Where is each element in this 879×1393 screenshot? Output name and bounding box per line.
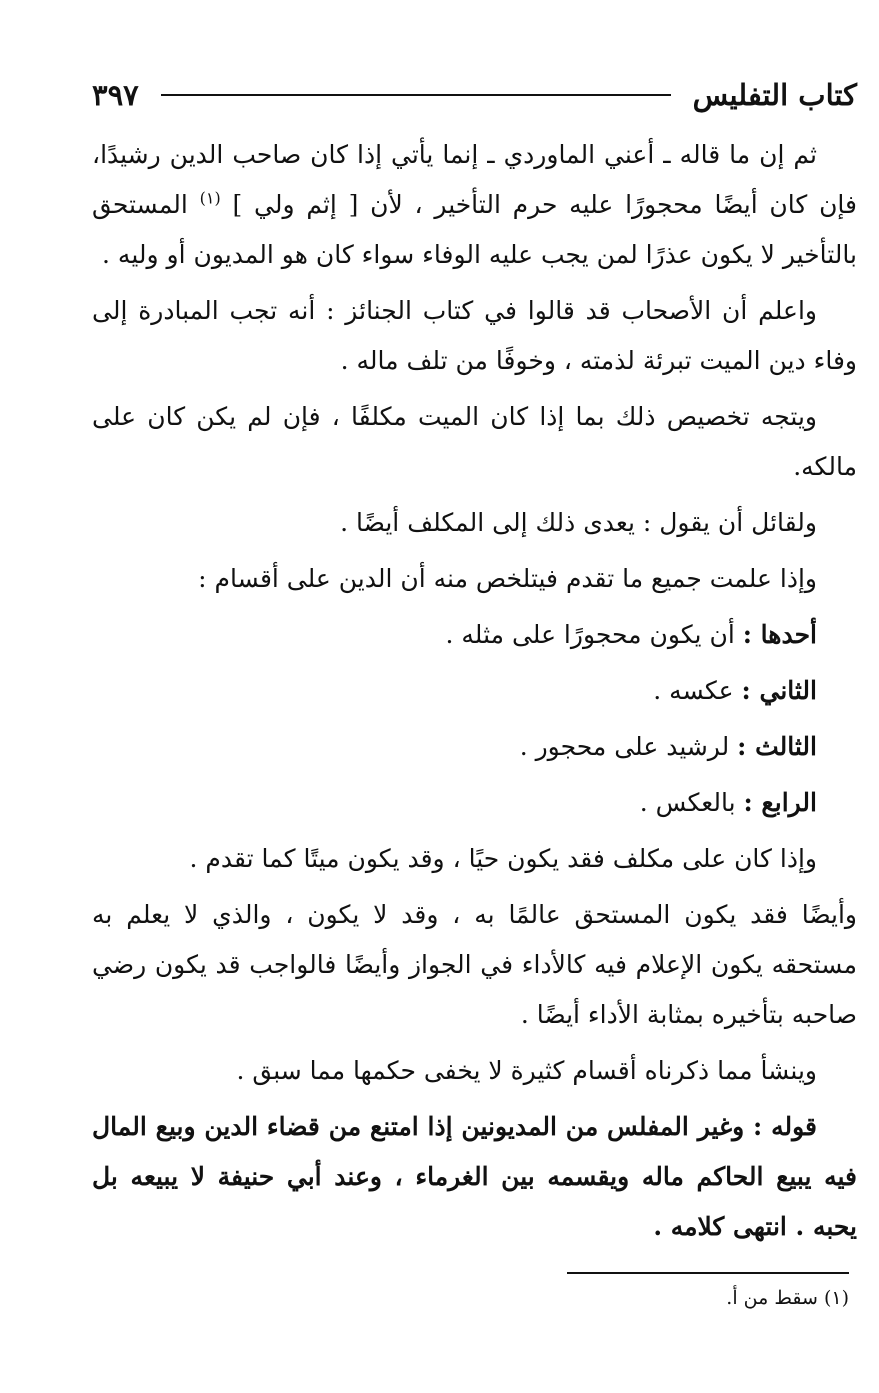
header-rule xyxy=(161,94,671,96)
main-text xyxy=(92,130,857,1258)
paragraph-4: ولقائل أن يقول : يعدى ذلك إلى المكلف أيضًا . xyxy=(340,508,817,537)
footnote-reference: (١) xyxy=(199,188,221,208)
list-item-label: الثالث : xyxy=(737,732,817,761)
list-item-text: لرشيد على محجور . xyxy=(519,732,730,761)
paragraph-2: واعلم أن الأصحاب قد قالوا في كتاب الجنائز : أنه تجب المبادرة إلى وفاء دين الميت تبرئة لذمته ، وخوفًا من تلف ماله . xyxy=(92,296,857,375)
paragraph-1 xyxy=(92,130,857,280)
paragraph-7: وأيضًا فقد يكون المستحق عالمًا به ، وقد لا يكون ، والذي لا يعلم به مستحقه يكون الإعلام فيه كالأداء في الجواز وأيضًا فالواجب قد يكون رضي صاحبه بتأخيره بمثابة الأداء أيضًا . xyxy=(92,900,857,1029)
list-item-label: الثاني : xyxy=(741,676,817,705)
list-item-label: الرابع : xyxy=(743,788,817,817)
paragraph-1-text-b: المستحق بالتأخير لا يكون عذرًا لمن يجب عليه الوفاء سواء كان هو المديون أو وليه . xyxy=(92,190,857,269)
page-number: ٣٩٧ xyxy=(92,78,139,112)
list-item xyxy=(92,722,857,772)
paragraph-8: وينشأ مما ذكرناه أقسام كثيرة لا يخفى حكمها مما سبق . xyxy=(236,1056,817,1085)
quoted-statement: قوله : وغير المفلس من المديونين إذا امتنع من قضاء الدين وبيع المال فيه يبيع الحاكم ماله ويقسمه بين الغرماء ، وعند أبي حنيفة لا يبيعه بل يحبه . انتهى كلامه . xyxy=(92,1112,857,1241)
list-item-text: أن يكون محجورًا على مثله . xyxy=(445,620,735,649)
paragraph-6: وإذا كان على مكلف فقد يكون حيًا ، وقد يكون ميتًا كما تقدم . xyxy=(189,844,817,873)
list-item-text: بالعكس . xyxy=(639,788,736,817)
footnote-rule xyxy=(567,1272,849,1274)
paragraph-3: ويتجه تخصيص ذلك بما إذا كان الميت مكلفًا ، فإن لم يكن كان على مالكه. xyxy=(92,402,857,481)
page-header xyxy=(92,70,857,120)
list-item xyxy=(92,666,857,716)
list-item-label: أحدها : xyxy=(742,620,817,649)
running-head: كتاب التفليس xyxy=(692,78,857,112)
list-item-text: عكسه . xyxy=(653,676,734,705)
paragraph-1-text-a: ثم إن ما قاله ـ أعني الماوردي ـ إنما يأتي إذا كان صاحب الدين رشيدًا، فإن كان أيضًا محجورًا عليه حرم التأخير ، لأن [ إثم ولي ] xyxy=(92,140,857,219)
paragraph-5: وإذا علمت جميع ما تقدم فيتلخص منه أن الدين على أقسام : xyxy=(198,564,817,593)
list-item xyxy=(92,610,857,660)
footnote: (١) سقط من أ. xyxy=(726,1287,849,1309)
list-item xyxy=(92,778,857,828)
